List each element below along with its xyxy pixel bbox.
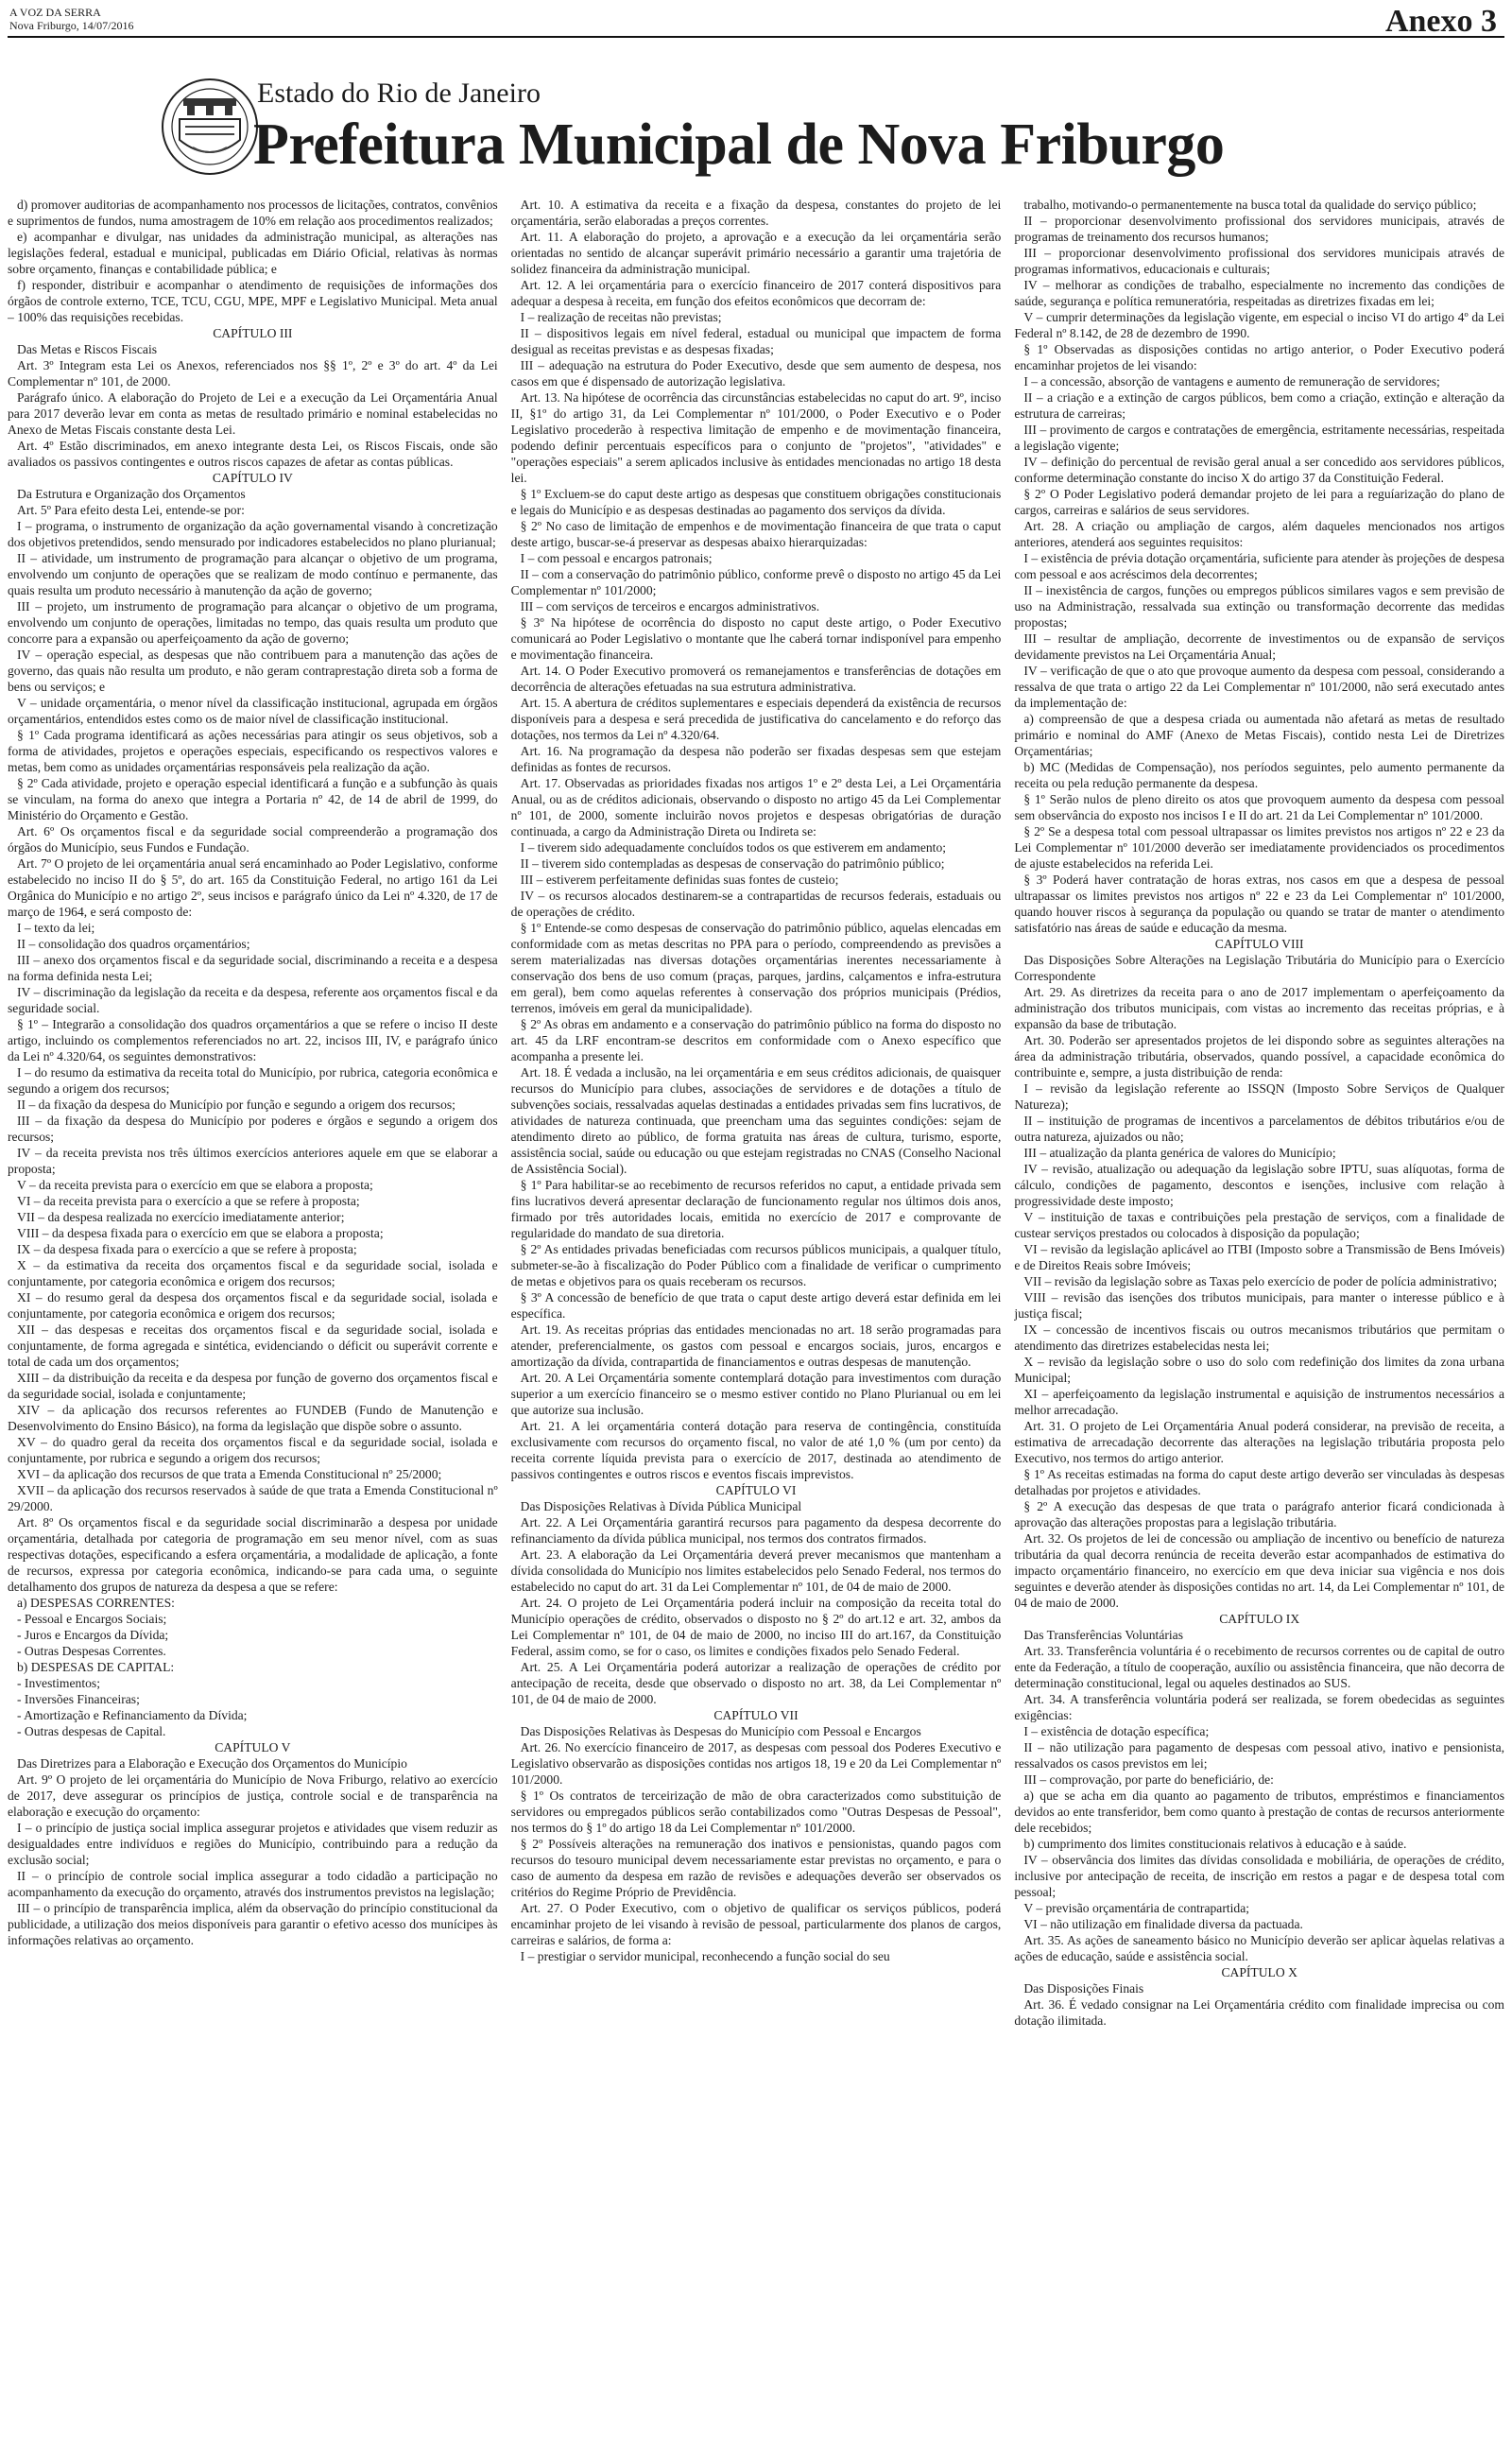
paragraph: III – provimento de cargos e contratações de emergência, estritamente necessárias, respeitada a legislação vigente; [1014, 423, 1505, 453]
paragraph: XV – do quadro geral da receita dos orçamentos fiscal e da seguridade social, isolada e conjuntamente, por rubrica e segundo a origem dos recursos; [8, 1435, 498, 1465]
paragraph: Art. 32. Os projetos de lei de concessão ou ampliação de incentivo ou benefício de natureza tributária da qual decorra renúncia de receita deverão estar acompanhados de estimativa do impacto orçamentário financeiro, no exercício em que deva iniciar sua vigência e nos dois seguintes e deverão atender às disposições contidas no art. 14, da Lei Complementar nº 101, de 04 de maio de 2000. [1014, 1531, 1505, 1610]
paragraph: Das Metas e Riscos Fiscais [17, 342, 158, 356]
paragraph: Art. 7º O projeto de lei orçamentária anual será encaminhado ao Poder Legislativo, conforme estabelecido no inciso II do § 5º, do art. 165 da Constituição Federal, no artigo 161 da Lei Orgânica do Município e no artigo 2º, seus incisos e parágrafo único da Lei nº 4.320, de 17 de março de 1964, e será composto de: [8, 856, 498, 919]
paragraph: - Investimentos; [17, 1676, 100, 1690]
paragraph: § 1º Serão nulos de pleno direito os atos que provoquem aumento da despesa com pessoal sem observância do exposto nos incisos I e II do art. 21 da Lei Complementar nº 101/2000. [1014, 792, 1505, 822]
article-columns [8, 197, 1504, 2450]
paragraph: Art. 10. A estimativa da receita e a fixação da despesa, constantes do projeto de lei orçamentária, serão elaboradas a preços correntes. [510, 198, 1002, 228]
dateline: Nova Friburgo, 14/07/2016 [9, 19, 134, 32]
paragraph: III – atualização da planta genérica de valores do Município; [1023, 1146, 1336, 1160]
paragraph: CAPÍTULO VI [715, 1483, 797, 1497]
paragraph: § 2º Se a despesa total com pessoal ultrapassar os limites previstos nos artigos nº 22 e 23 da Lei Complementar nº 101/2000 deverão ser imediatamente providenciados os procedimentos de ajuste estabelecidos na referida Lei. [1014, 824, 1505, 871]
paragraph: § 2º As obras em andamento e a conservação do patrimônio público na forma do disposto no art. 45 da LRF encontram-se descritos em conformidade com o Anexo específico que acompanha a presente lei. [510, 1017, 1002, 1063]
paragraph: Da Estrutura e Organização dos Orçamentos [17, 487, 246, 501]
paragraph: V – instituição de taxas e contribuições pela prestação de serviços, com a finalidade de custear serviços prestados ou colocados à disposição da população; [1014, 1210, 1505, 1240]
paragraph: Art. 25. A Lei Orçamentária poderá autorizar a realização de operações de crédito por antecipação de receita, desde que observado o disposto no art. 38, da Lei Complementar nº 101, de 04 de maio de 2000. [510, 1660, 1002, 1706]
paragraph: Art. 22. A Lei Orçamentária garantirá recursos para pagamento da despesa decorrente do refinanciamento da dívida pública municipal, nos termos dos contratos firmados. [510, 1515, 1002, 1546]
paragraph: Art. 12. A lei orçamentária para o exercício financeiro de 2017 conterá dispositivos para adequar a despesa à receita, em função dos efeitos econômicos que decorram de: [510, 278, 1002, 308]
paragraph: - Inversões Financeiras; [17, 1692, 140, 1706]
paragraph: I – prestigiar o servidor municipal, reconhecendo a função social do seu [520, 1949, 890, 1963]
paragraph: II – da fixação da despesa do Município por função e segundo a origem dos recursos; [17, 1097, 455, 1112]
paragraph: Art. 28. A criação ou ampliação de cargos, além daqueles mencionados nos artigos anteriores, atenderá aos seguintes requisitos: [1014, 519, 1505, 549]
paragraph: b) cumprimento dos limites constitucionais relativos à educação e à saúde. [1023, 1837, 1407, 1851]
paragraph: § 1º Os contratos de terceirização de mão de obra caracterizados como substituição de servidores ou empregados públicos serão contabilizados como "Outras Despesas de Pessoal", nos termos do § 1º do artigo 18 da Lei Complementar nº 101/2000. [510, 1789, 1002, 1835]
paragraph: XIV – da aplicação dos recursos referentes ao FUNDEB (Fundo de Manutenção e Desenvolvimento do Ensino Básico), na forma da legislação que dispõe sobre o assunto. [8, 1403, 498, 1433]
paragraph: V – da receita prevista para o exercício em que se elabora a proposta; [17, 1178, 373, 1192]
paragraph: I – o princípio de justiça social implica assegurar projetos e atividades que visem reduzir as desigualdades entre indivíduos e regiões do Município, contribuindo para a redução da exclusão social; [8, 1821, 498, 1867]
paragraph: Art. 26. No exercício financeiro de 2017, as despesas com pessoal dos Poderes Executivo e Legislativo observarão as disposições contidas nos artigos 18, 19 e 20 da Lei Complementar nº 101/2000. [510, 1740, 1002, 1787]
paragraph: IX – da despesa fixada para o exercício a que se refere à proposta; [17, 1242, 357, 1256]
city-seal-icon [161, 78, 260, 177]
paragraph: b) DESPESAS DE CAPITAL: [17, 1660, 175, 1674]
header-divider [8, 36, 1504, 38]
paragraph: § 2º As entidades privadas beneficiadas com recursos públicos municipais, a qualquer título, submeter-se-ão à fiscalização do Poder Público com a finalidade de verificar o cumprimento de metas e objetivos para os quais receberam os recursos. [510, 1242, 1002, 1288]
paragraph: Art. 17. Observadas as prioridades fixadas nos artigos 1º e 2º desta Lei, a Lei Orçamentária Anual, ou as de créditos adicionais, observando o disposto no artigo 45 da Lei Complementar nº 101, de 2000, somente incluirão novos projetos e despesas obrigatórias de duração continuada, a cargo da Administração Direta ou Indireta se: [510, 776, 1002, 838]
paragraph: Art. 9º O projeto de lei orçamentária do Município de Nova Friburgo, relativo ao exercício de 2017, deve assegurar os princípios de justiça, controle social e de transparência na elaboração e execução do orçamento: [8, 1772, 498, 1819]
paragraph: CAPÍTULO X [1221, 1965, 1297, 1979]
section-label: Anexo 3 [1384, 4, 1497, 39]
paragraph: § 2º Cada atividade, projeto e operação especial identificará a função e a subfunção às quais se vinculam, na forma do anexo que integra a Portaria nº 42, de 14 de abril de 1999, do Ministério do Orçamento e Gestão. [8, 776, 498, 822]
paragraph: VIII – da despesa fixada para o exercício em que se elabora a proposta; [17, 1226, 384, 1240]
paragraph: IX – concessão de incentivos fiscais ou outros mecanismos tributários que permitam o atendimento das diretrizes estabelecidas nesta lei; [1014, 1322, 1505, 1353]
paragraph: trabalho, motivando-o permanentemente na busca total da qualidade do serviço público; [1023, 198, 1477, 212]
paragraph: IV – definição do percentual de revisão geral anual a ser concedido aos servidores públicos, conforme determinação constante do inciso X do artigo 37 da Constituição Federal. [1014, 455, 1505, 485]
paragraph: II – atividade, um instrumento de programação para alcançar o objetivo de um programa, envolvendo um conjunto de operações que se realizam de modo contínuo e permanente, das quais resulta um produto necessário à manutenção da ação de governo; [8, 551, 498, 597]
paragraph: X – revisão da legislação sobre o uso do solo com redefinição dos limites da zona urbana Municipal; [1014, 1355, 1505, 1385]
paragraph: Art. 27. O Poder Executivo, com o objetivo de qualificar os serviços públicos, poderá encaminhar projeto de lei visando à revisão de pessoal, particularmente dos planos de cargos, carreiras e salários, de forma a: [510, 1901, 1002, 1947]
paragraph: CAPÍTULO III [213, 326, 293, 340]
paragraph: II – tiverem sido contempladas as despesas de conservação do patrimônio público; [520, 856, 945, 871]
newspaper-header [9, 6, 133, 32]
paragraph: § 3º A concessão de benefício de que trata o caput deste artigo deverá estar definida em lei específica. [510, 1290, 1002, 1321]
paragraph: § 1º Entende-se como despesas de conservação do patrimônio público, aquelas elencadas em conformidade com as metas descritas no PPA para o período, compreendendo as previsões a serem materializadas nas diversas dotações orçamentárias inerentes necessariamente à conservação dos bens de uso comum (praças, parques, jardins, calçamentos e infra-estrutura em geral), bem como aquelas referentes à conservação dos próprios municipais (Prédios, terrenos, imóveis em geral da municipalidade). [510, 921, 1002, 1015]
paragraph: § 3º Na hipótese de ocorrência do disposto no caput deste artigo, o Poder Executivo comunicará ao Poder Legislativo o montante que lhe caberá tornar indisponível para empenho e movimentação financeira. [510, 615, 1002, 662]
paragraph: Das Disposições Relativas à Dívida Pública Municipal [520, 1499, 802, 1513]
paragraph: Art. 33. Transferência voluntária é o recebimento de recursos correntes ou de capital de outro ente da Federação, a título de cooperação, auxílio ou assistência financeira, que não decorra de determinação constitucional, legal ou aqueles destinados ao SUS. [1014, 1644, 1505, 1690]
paragraph: V – previsão orçamentária de contrapartida; [1023, 1901, 1250, 1915]
paragraph: I – texto da lei; [17, 921, 95, 935]
paragraph: III – da fixação da despesa do Município por poderes e órgãos e segundo a origem dos recursos; [8, 1114, 498, 1144]
paragraph: - Outras despesas de Capital. [17, 1724, 166, 1738]
paragraph: CAPÍTULO IX [1219, 1612, 1300, 1626]
paragraph: II – inexistência de cargos, funções ou empregos públicos similares vagos e sem previsão de uso na Administração, ressalvada sua extinção ou transformação decorrente das medidas propostas; [1014, 583, 1505, 630]
paragraph: § 3º Poderá haver contratação de horas extras, nos casos em que a despesa de pessoal ultrapassar os limites previstos nos artigos nº 22 e 23 da Lei Complementar nº 101/2000, quando houver riscos à segurança da população ou quando se tratar de manter o atendimento satisfatório nas áreas de saúde e educação da mesma. [1014, 873, 1505, 935]
paragraph: VI – da receita prevista para o exercício a que se refere à proposta; [17, 1194, 360, 1208]
paragraph: VIII – revisão das isenções dos tributos municipais, para manter o interesse público e à justiça fiscal; [1014, 1290, 1505, 1321]
paragraph: Art. 18. É vedada a inclusão, na lei orçamentária e em seus créditos adicionais, de quaisquer recursos do Município para clubes, associações de servidores e de dotações a título de subvenções sociais, ressalvadas aquelas destinadas a entidades privadas sem fins lucrativos, de atividades de natureza continuada, que preencham uma das seguintes condições: sejam de atendimento direto ao público, de forma gratuita nas áreas de cultura, turismo, esporte, assistência social, saúde ou educação ou que estejam registradas no CNAS (Conselho Nacional de Assistência Social). [510, 1065, 1002, 1176]
paragraph: II – com a conservação do patrimônio público, conforme prevê o disposto no artigo 45 da Lei Complementar nº 101/2000; [510, 567, 1002, 597]
paragraph: III – o princípio de transparência implica, além da observação do princípio constitucional da publicidade, a utilização dos meios disponíveis para garantir o efetivo acesso dos munícipes às informações relativas ao orçamento. [8, 1901, 498, 1947]
paragraph: a) compreensão de que a despesa criada ou aumentada não afetará as metas de resultado primário e nominal do AMF (Anexo de Metas Fiscais), contido nesta Lei de Diretrizes Orçamentárias; [1014, 712, 1505, 758]
column-2 [511, 197, 1002, 2450]
paragraph: II – o princípio de controle social implica assegurar a todo cidadão a participação no acompanhamento da execução do orçamento, através dos instrumentos previstos na legislação; [8, 1869, 498, 1899]
paragraph: Das Transferências Voluntárias [1023, 1628, 1183, 1642]
paragraph: XVII – da aplicação dos recursos reservados à saúde de que trata a Emenda Constitucional nº 29/2000. [8, 1483, 498, 1513]
paragraph: CAPÍTULO IV [212, 471, 293, 485]
paragraph: CAPÍTULO VII [713, 1708, 799, 1722]
paragraph: I – a concessão, absorção de vantagens e aumento de remuneração de servidores; [1023, 374, 1440, 389]
paragraph: - Outras Despesas Correntes. [17, 1644, 166, 1658]
paragraph: § 1º Excluem-se do caput deste artigo as despesas que constituem obrigações constitucionais e legais do Município e as despesas destinadas ao pagamento dos serviços da dívida. [510, 487, 1002, 517]
paragraph: Art. 36. É vedado consignar na Lei Orçamentária crédito com finalidade imprecisa ou com dotação ilimitada. [1014, 1997, 1505, 2028]
paragraph: Parágrafo único. A elaboração do Projeto de Lei e a execução da Lei Orçamentária Anual para 2017 deverão levar em conta as metas de resultado primário e nominal estabelecidas no Anexo de Metas Fiscais constante desta Lei. [8, 390, 498, 437]
paragraph: III – comprovação, por parte do beneficiário, de: [1023, 1772, 1274, 1787]
paragraph: I – programa, o instrumento de organização da ação governamental visando à concretização dos objetivos pretendidos, sendo mensurado por indicadores estabelecidos no plano plurianual; [8, 519, 498, 549]
paragraph: I – existência de prévia dotação orçamentária, suficiente para atender às projeções de despesa com pessoal e aos acréscimos dela decorrentes; [1014, 551, 1505, 581]
paragraph: Art. 4º Estão discriminados, em anexo integrante desta Lei, os Riscos Fiscais, onde são avaliados os passivos contingentes e outros riscos capazes de afetar as contas públicas. [8, 439, 498, 469]
paragraph: § 1º – Integrarão a consolidação dos quadros orçamentários a que se refere o inciso II deste artigo, incluindo os complementos referenciados no art. 22, incisos III, IV, e parágrafo único da Lei nº 4.320/64, os seguintes demonstrativos: [8, 1017, 498, 1063]
paragraph: IV – observância dos limites das dívidas consolidada e mobiliária, de operações de crédito, inclusive por antecipação de receita, de inscrição em restos a pagar e de despesa total com pessoal; [1014, 1853, 1505, 1899]
paragraph: e) acompanhar e divulgar, nas unidades da administração municipal, as alterações nas legislações federal, estadual e municipal, publicadas em Diário Oficial, relativas às normas sobre orçamento, finanças e contabilidade pública; e [8, 230, 498, 276]
paragraph: XI – aperfeiçoamento da legislação instrumental e aquisição de instrumentos necessários a melhor arrecadação. [1014, 1387, 1505, 1417]
paragraph: II – instituição de programas de incentivos a parcelamentos de débitos tributários e/ou de outra natureza, ajuizados ou não; [1014, 1114, 1505, 1144]
paragraph: IV – operação especial, as despesas que não contribuem para a manutenção das ações de governo, das quais não resulta um produto, e não geram contraprestação direta sob a forma de bens ou serviços; e [8, 648, 498, 694]
paragraph: III – com serviços de terceiros e encargos administrativos. [520, 599, 820, 614]
newspaper-name: A VOZ DA SERRA [9, 6, 101, 19]
paragraph: - Juros e Encargos da Dívida; [17, 1628, 169, 1642]
paragraph: III – proporcionar desenvolvimento profissional dos servidores municipais através de programas informativos, educacionais e culturais; [1014, 246, 1505, 276]
paragraph: CAPÍTULO V [215, 1740, 291, 1754]
paragraph: Das Disposições Sobre Alterações na Legislação Tributária do Município para o Exercício Correspondente [1014, 953, 1505, 983]
paragraph: IV – revisão, atualização ou adequação da legislação sobre IPTU, suas alíquotas, forma de cálculo, condições de pagamento, descontos e isenções, inclusive com relação à progressividade deste imposto; [1014, 1162, 1505, 1208]
paragraph: Art. 13. Na hipótese de ocorrência das circunstâncias estabelecidas no caput do art. 9º, inciso II, §1º do artigo 31, da Lei Complementar nº 101/2000, o Poder Executivo e o Poder Legislativo procederão à respectiva limitação de empenho e de movimentação financeira, podendo definir percentuais específicos para o conjunto de "projetos", "atividades" e "operações especiais" a serem aplicados inclusive às entidades mencionadas no artigo 18 desta lei. [510, 390, 1002, 485]
paragraph: Das Disposições Finais [1023, 1981, 1144, 1996]
paragraph: Das Disposições Relativas às Despesas do Município com Pessoal e Encargos [520, 1724, 921, 1738]
paragraph: I – revisão da legislação referente ao ISSQN (Imposto Sobre Serviços de Qualquer Natureza); [1014, 1081, 1505, 1112]
paragraph: Art. 3º Integram esta Lei os Anexos, referenciados nos §§ 1º, 2º e 3º do art. 4º da Lei Complementar nº 101, de 2000. [8, 358, 498, 389]
paragraph: - Amortização e Refinanciamento da Dívida; [17, 1708, 248, 1722]
paragraph: VII – revisão da legislação sobre as Taxas pelo exercício de poder de polícia administrativo; [1023, 1274, 1498, 1288]
paragraph: § 1º Observadas as disposições contidas no artigo anterior, o Poder Executivo poderá encaminhar projetos de lei visando: [1014, 342, 1505, 372]
paragraph: Das Diretrizes para a Elaboração e Execução dos Orçamentos do Município [17, 1756, 407, 1771]
paragraph: III – adequação na estrutura do Poder Executivo, desde que sem aumento de despesa, nos casos em que é dispensado de autorização legislativa. [510, 358, 1002, 389]
page-title: Prefeitura Municipal de Nova Friburgo [253, 112, 1225, 177]
paragraph: Art. 8º Os orçamentos fiscal e da seguridade social discriminarão a despesa por unidade orçamentária, detalhada por categoria de programação em seu menor nível, com as suas respectivas dotações, especificando a esfera orçamentária, a modalidade de aplicação, a fonte de recursos, expressa por categoria econômica, indicando-se para cada uma, o seguinte detalhamento dos grupos de natureza da despesa a que se refere: [8, 1515, 498, 1594]
paragraph: § 1º Cada programa identificará as ações necessárias para atingir os seus objetivos, sob a forma de atividades, projetos e operações especiais, especificando os respectivos valores e metas, bem como as unidades orçamentárias responsáveis pela realização da ação. [8, 728, 498, 774]
column-1 [8, 197, 498, 2450]
paragraph: Art. 14. O Poder Executivo promoverá os remanejamentos e transferências de dotações em decorrência de alterações efetuadas na sua estrutura administrativa. [510, 664, 1002, 694]
paragraph: III – anexo dos orçamentos fiscal e da seguridade social, discriminando a receita e a despesa na forma definida nesta Lei; [8, 953, 498, 983]
paragraph: Art. 24. O projeto de Lei Orçamentária poderá incluir na composição da receita total do Município operações de crédito, observados o disposto no § 2º do art.12 e art. 32, ambos da Lei Complementar nº 101, de 04 de maio de 2000, no inciso III do art.167, da Constituição Federal, assim como, se for o caso, os limites e condições fixados pelo Senado Federal. [510, 1596, 1002, 1658]
paragraph: § 1º As receitas estimadas na forma do caput deste artigo deverão ser vinculadas às despesas detalhadas por projetos e atividades. [1014, 1467, 1505, 1497]
paragraph: I – existência de dotação específica; [1023, 1724, 1210, 1738]
paragraph: II – proporcionar desenvolvimento profissional dos servidores municipais, através de programas de treinamento dos recursos humanos; [1014, 214, 1505, 244]
paragraph: Art. 31. O projeto de Lei Orçamentária Anual poderá considerar, na previsão de receita, a estimativa de arrecadação decorrente das alterações na legislação tributária proposta pelo Executivo, nos termos do artigo anterior. [1014, 1419, 1505, 1465]
paragraph: d) promover auditorias de acompanhamento nos processos de licitações, contratos, convênios e suprimentos de fundos, numa amostragem de 10% em relação aos procedimentos realizados; [8, 198, 498, 228]
paragraph: - Pessoal e Encargos Sociais; [17, 1612, 167, 1626]
paragraph: § 2º O Poder Legislativo poderá demandar projeto de lei para a reguíarização do plano de cargos, carreiras e salários de seus servidores. [1014, 487, 1505, 517]
paragraph: XVI – da aplicação dos recursos de que trata a Emenda Constitucional nº 25/2000; [17, 1467, 442, 1481]
paragraph: § 2º No caso de limitação de empenhos e de movimentação financeira de que trata o caput deste artigo, buscar-se-á preservar as despesas abaixo hierarquizadas: [510, 519, 1002, 549]
paragraph: IV – verificação de que o ato que provoque aumento da despesa com pessoal, considerando a ressalva de que trata o artigo 22 da Lei Complementar nº 101/2000, não será executado antes da implementação de: [1014, 664, 1505, 710]
paragraph: VII – da despesa realizada no exercício imediatamente anterior; [17, 1210, 345, 1224]
paragraph: § 2º Possíveis alterações na remuneração dos inativos e pensionistas, quando pagos com recursos do tesouro municipal devem necessariamente estar previstas no orçamento, e para o caso de aumento da despesa em razão de revisões e adequações deverão ser observados os critérios do Regime Próprio de Previdência. [510, 1837, 1002, 1899]
paragraph: § 2º A execução das despesas de que trata o parágrafo anterior ficará condicionada à aprovação das alterações propostas para a legislação tributária. [1014, 1499, 1505, 1529]
paragraph: IV – da receita prevista nos três últimos exercícios anteriores aquele em que se elaborar a proposta; [8, 1146, 498, 1176]
paragraph: V – unidade orçamentária, o menor nível da classificação institucional, agrupada em órgãos orçamentários, entendidos estes como os de maior nível de classificação institucional. [8, 696, 498, 726]
paragraph: § 1º Para habilitar-se ao recebimento de recursos referidos no caput, a entidade privada sem fins lucrativos deverá apresentar declaração de funcionamento regular nos últimos dois anos, firmado por três autoridades locais, emitida no exercício de 2017 e comprovante de regularidade do mandato de sua diretoria. [510, 1178, 1002, 1240]
paragraph: CAPÍTULO VIII [1214, 937, 1304, 951]
paragraph: Art. 6º Os orçamentos fiscal e da seguridade social compreenderão a programação dos órgãos do Município, seus Fundos e Fundação. [8, 824, 498, 855]
paragraph: IV – melhorar as condições de trabalho, especialmente no incremento das condições de saúde, segurança e política remuneratória, respeitadas as diretrizes fixadas em lei; [1014, 278, 1505, 308]
paragraph: f) responder, distribuir e acompanhar o atendimento de requisições de informações dos órgãos de controle externo, TCE, TCU, CGU, MPE, MPF e Legislativo Municipal. Meta anual – 100% das requisições recebidas. [8, 278, 498, 324]
paragraph: III – estiverem perfeitamente definidas suas fontes de custeio; [520, 873, 839, 887]
paragraph: II – dispositivos legais em nível federal, estadual ou municipal que impactem de forma desigual as receitas previstas e as despesas fixadas; [510, 326, 1002, 356]
paragraph: Art. 5º Para efeito desta Lei, entende-se por: [17, 503, 245, 517]
paragraph: b) MC (Medidas de Compensação), nos períodos seguintes, pelo aumento permanente da receita ou pela redução permanente da despesa. [1014, 760, 1505, 790]
paragraph: I – realização de receitas não previstas; [520, 310, 722, 324]
paragraph: XI – do resumo geral da despesa dos orçamentos fiscal e da seguridade social, isolada e conjuntamente, por categoria econômica e origem dos recursos; [8, 1290, 498, 1321]
paragraph: III – resultar de ampliação, decorrente de investimentos ou de expansão de serviços devidamente previstos na Lei Orçamentária Anual; [1014, 631, 1505, 662]
paragraph: VI – não utilização em finalidade diversa da pactuada. [1023, 1917, 1303, 1931]
paragraph: a) DESPESAS CORRENTES: [17, 1596, 175, 1610]
paragraph: Art. 30. Poderão ser apresentados projetos de lei dispondo sobre as seguintes alterações na área da administração tributária, observados, quando possível, a capacidade econômica do contribuinte e, sempre, a justa distribuição de renda: [1014, 1033, 1505, 1080]
paragraph: IV – discriminação da legislação da receita e da despesa, referente aos orçamentos fiscal e da seguridade social. [8, 985, 498, 1015]
paragraph: a) que se acha em dia quanto ao pagamento de tributos, empréstimos e financiamentos devidos ao ente transferidor, bem como quanto à prestação de contas de recursos anteriormente dele recebidos; [1014, 1789, 1505, 1835]
paragraph: Art. 15. A abertura de créditos suplementares e especiais dependerá da existência de recursos disponíveis para a despesa e será precedida de justificativa do cancelamento e do reforço das dotações, nos termos da Lei nº 4.320/64. [510, 696, 1002, 742]
paragraph: II – consolidação dos quadros orçamentários; [17, 937, 250, 951]
paragraph: Art. 21. A lei orçamentária conterá dotação para reserva de contingência, constituída exclusivamente com recursos do orçamento fiscal, no valor de até 1,0 % (um por cento) da receita corrente líquida prevista para o exercício de 2017, destinada ao atendimento de passivos contingentes e outros riscos e eventos fiscais imprevistos. [510, 1419, 1002, 1481]
paragraph: IV – os recursos alocados destinarem-se a contrapartidas de recursos federais, estaduais ou de operações de crédito. [510, 889, 1002, 919]
paragraph: Art. 11. A elaboração do projeto, a aprovação e a execução da lei orçamentária serão orientadas no sentido de alcançar superávit primário necessário a garantir uma trajetória de solidez financeira da administração municipal. [510, 230, 1002, 276]
paragraph: I – do resumo da estimativa da receita total do Município, por rubrica, categoria econômica e segundo a origem dos recursos; [8, 1065, 498, 1096]
paragraph: XII – das despesas e receitas dos orçamentos fiscal e da seguridade social, isolada e conjuntamente, de forma agregada e sintética, evidenciando o déficit ou superávit corrente e total de cada um dos orçamentos; [8, 1322, 498, 1369]
paragraph: I – tiverem sido adequadamente concluídos todos os que estiverem em andamento; [520, 840, 947, 855]
paragraph: Art. 20. A Lei Orçamentária somente contemplará dotação para investimentos com duração superior a um exercício financeiro se o mesmo estiver contido no Plano Plurianual ou em lei que autorize sua inclusão. [510, 1371, 1002, 1417]
paragraph: II – não utilização para pagamento de despesas com pessoal ativo, inativo e pensionista, ressalvados os casos previstos em lei; [1014, 1740, 1505, 1771]
paragraph: Art. 35. As ações de saneamento básico no Município deverão ser aplicar àquelas relativas a ações de educação, saúde e assistência social. [1014, 1933, 1505, 1963]
paragraph: II – a criação e a extinção de cargos públicos, bem como a criação, extinção e alteração da estrutura de carreiras; [1014, 390, 1505, 421]
paragraph: Art. 19. As receitas próprias das entidades mencionadas no art. 18 serão programadas para atender, preferencialmente, os gastos com pessoal e encargos sociais, juros, encargos e amortização da dívida, contrapartida de financiamentos e outras despesas de manutenção. [510, 1322, 1002, 1369]
paragraph: Art. 34. A transferência voluntária poderá ser realizada, se forem obedecidas as seguintes exigências: [1014, 1692, 1505, 1722]
paragraph: V – cumprir determinações da legislação vigente, em especial o inciso VI do artigo 4º da Lei Federal nº 8.142, de 28 de dezembro de 1990. [1014, 310, 1505, 340]
paragraph: I – com pessoal e encargos patronais; [520, 551, 713, 565]
paragraph: Art. 16. Na programação da despesa não poderão ser fixadas despesas sem que estejam definidas as fontes de recursos. [510, 744, 1002, 774]
paragraph: III – projeto, um instrumento de programação para alcançar o objetivo de um programa, envolvendo um conjunto de operações, limitadas no tempo, das quais resulta um produto que concorre para a expansão ou aperfeiçoamento da ação de governo; [8, 599, 498, 646]
paragraph: X – da estimativa da receita dos orçamentos fiscal e da seguridade social, isolada e conjuntamente, por categoria econômica e origem dos recursos; [8, 1258, 498, 1288]
paragraph: XIII – da distribuição da receita e da despesa por função de governo dos orçamentos fiscal e da seguridade social, isolada e conjuntamente; [8, 1371, 498, 1401]
column-3 [1014, 197, 1504, 2450]
paragraph: Art. 23. A elaboração da Lei Orçamentária deverá prever mecanismos que mantenham a dívida consolidada do Município nos limites estabelecidos pelo Senado Federal, nos termos do estabelecido no caput do art. 31 da Lei Complementar nº 101, de 04 de maio de 2000. [510, 1547, 1002, 1594]
paragraph: VI – revisão da legislação aplicável ao ITBI (Imposto sobre a Transmissão de Bens Imóveis) e de Direitos Reais sobre Imóveis; [1014, 1242, 1505, 1272]
paragraph: Art. 29. As diretrizes da receita para o ano de 2017 implementam o aperfeiçoamento da administração dos tributos municipais, com vistas ao incremento das receitas próprias, e à expansão da base de tributação. [1014, 985, 1505, 1031]
state-name: Estado do Rio de Janeiro [257, 78, 541, 109]
